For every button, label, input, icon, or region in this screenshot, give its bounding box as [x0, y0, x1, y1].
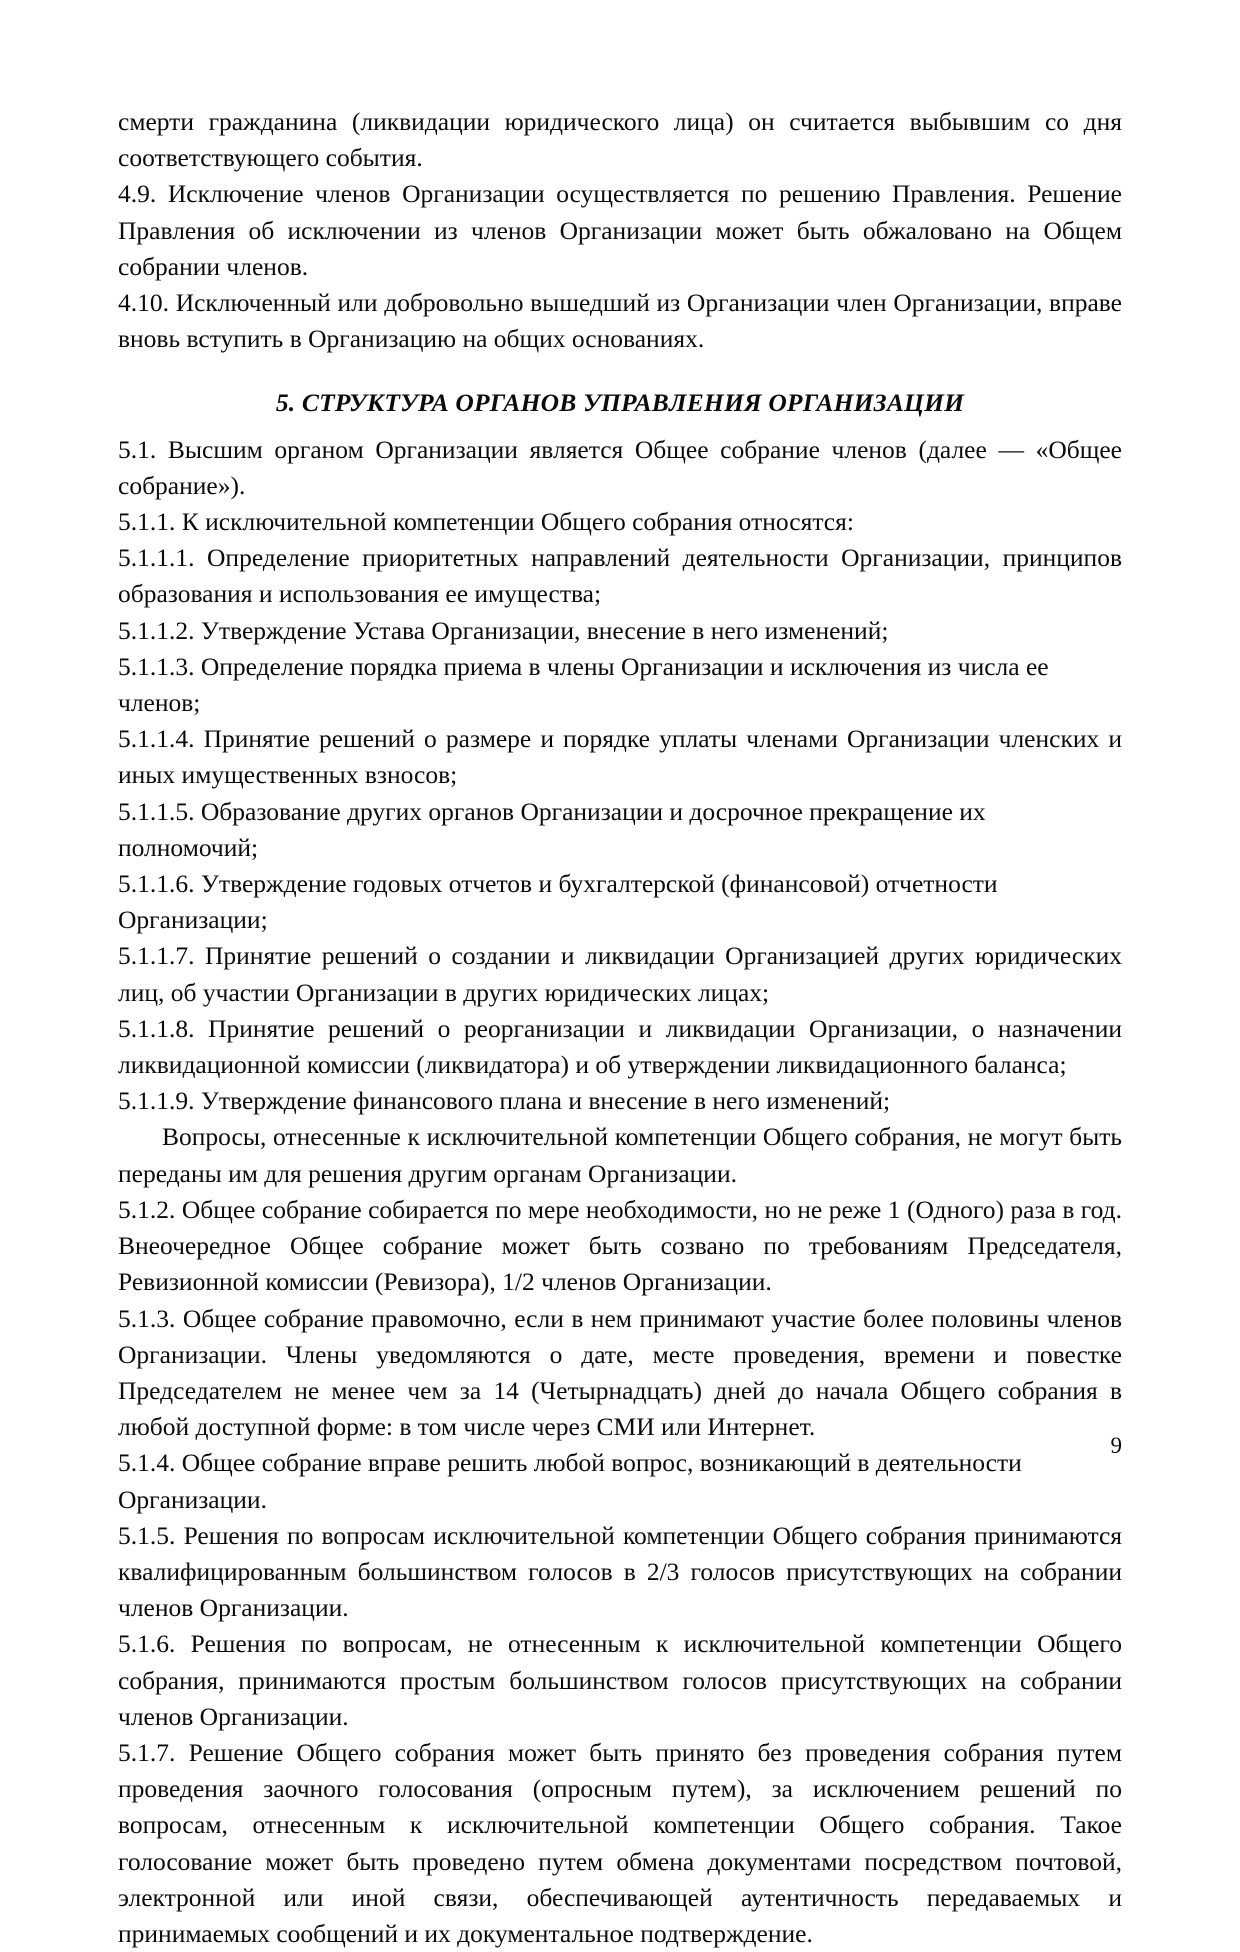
paragraph-5-1-1-1: 5.1.1.1. Определение приоритетных направлений деятельности Организации, принципов образования и использования ее имущества;	[118, 543, 1122, 609]
paragraph-exclusive-competence-note: Вопросы, отнесенные к исключительной компетенции Общего собрания, не могут быть переданы им для решения другим органам Организации.	[118, 1122, 1122, 1188]
paragraph-5-1-5: 5.1.5. Решения по вопросам исключительной компетенции Общего собрания принимаются квалифицированным большинством голосов в 2/3 голосов присутствующих на собрании членов Организации.	[118, 1520, 1122, 1623]
paragraph-5-1-1-4: 5.1.1.4. Принятие решений о размере и порядке уплаты членами Организации членских и иных имущественных взносов;	[118, 724, 1122, 790]
paragraph-5-1-1-3: 5.1.1.3. Определение порядка приема в члены Организации и исключения из числа ее членов;	[118, 651, 1049, 718]
paragraph-5-1-3: 5.1.3. Общее собрание правомочно, если в нем принимают участие более половины членов Организации. Члены уведомляются о дате, месте проведения, времени и повестке Председателем не менее чем за 14 (Четырнадцать) дней до начала Общего собрания в любой доступной форме: в том числе через СМИ или Интернет.	[118, 1303, 1122, 1442]
paragraph-5-1-2: 5.1.2. Общее собрание собирается по мере необходимости, но не реже 1 (Одного) раза в год. Внеочередное Общее собрание может быть созвано по требованиям Председателя, Ревизионной комиссии (Ревизора), 1/2 членов Организации.	[118, 1194, 1122, 1297]
paragraph-continued-4-8: смерти гражданина (ликвидации юридического лица) он считается выбывшим со дня соответствующего события.	[118, 107, 1122, 173]
paragraph-5-1-1-6: 5.1.1.6. Утверждение годовых отчетов и бухгалтерской (финансовой) отчетности Организации;	[118, 869, 998, 935]
paragraph-5-1-4: 5.1.4. Общее собрание вправе решить любой вопрос, возникающий в деятельности Организации.	[118, 1448, 1022, 1514]
paragraph-5-1-1-9: 5.1.1.9. Утверждение финансового плана и внесение в него изменений;	[118, 1086, 891, 1116]
paragraph-5-1-6: 5.1.6. Решения по вопросам, не отнесенным к исключительной компетенции Общего собрания, принимаются простым большинством голосов присутствующих на собрании членов Организации.	[118, 1629, 1122, 1731]
page-number: 9	[1110, 1433, 1122, 1458]
document-body	[118, 104, 1122, 1952]
section-heading-5: 5. СТРУКТУРА ОРГАНОВ УПРАВЛЕНИЯ ОРГАНИЗАЦИИ	[275, 388, 965, 418]
paragraph-5-1-7: 5.1.7. Решение Общего собрания может быть принято без проведения собрания путем проведения заочного голосования (опросным путем), за исключением решений по вопросам, отнесенным к исключительной компетенции Общего собрания. Такое голосование может быть проведено путем обмена документами посредством почтовой, электронной или иной связи, обеспечивающей аутентичность передаваемых и принимаемых сообщений и их документальное подтверждение.	[118, 1737, 1122, 1948]
paragraph-5-1: 5.1. Высшим органом Организации является Общее собрание членов (далее — «Общее собрание»).	[118, 434, 1122, 500]
paragraph-5-1-1-5: 5.1.1.5. Образование других органов Организации и досрочное прекращение их полномочий;	[118, 796, 986, 862]
paragraph-5-1-1: 5.1.1. К исключительной компетенции Общего собрания относятся:	[118, 507, 854, 537]
paragraph-5-1-1-2: 5.1.1.2. Утверждение Устава Организации, внесение в него изменений;	[118, 615, 889, 645]
paragraph-4-9: 4.9. Исключение членов Организации осуществляется по решению Правления. Решение Правления об исключении из членов Организации может быть обжаловано на Общем собрании членов.	[118, 179, 1122, 281]
paragraph-5-1-1-8: 5.1.1.8. Принятие решений о реорганизации и ликвидации Организации, о назначении ликвидационной комиссии (ликвидатора) и об утверждении ликвидационного баланса;	[118, 1013, 1122, 1080]
paragraph-4-10: 4.10. Исключенный или добровольно вышедший из Организации член Организации, вправе вновь вступить в Организацию на общих основаниях.	[118, 288, 1122, 354]
paragraph-5-1-1-7: 5.1.1.7. Принятие решений о создании и ликвидации Организацией других юридических лиц, об участии Организации в других юридических лицах;	[118, 941, 1122, 1007]
